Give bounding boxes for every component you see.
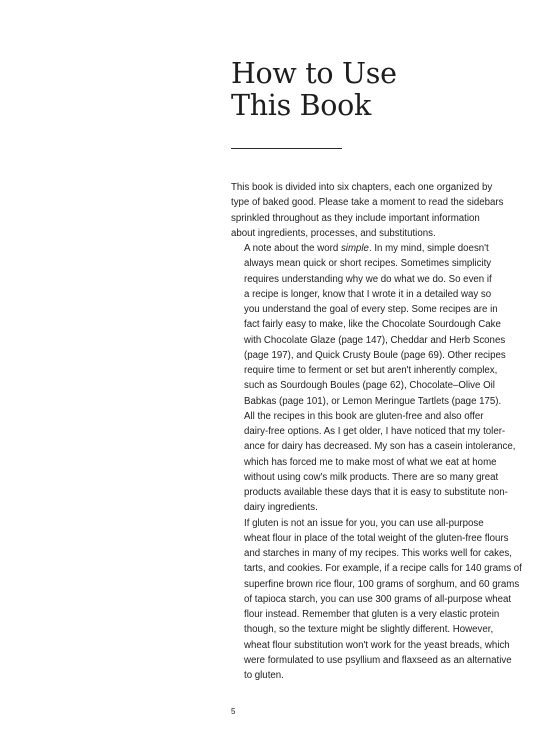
paragraph-3 <box>231 409 520 516</box>
page-title-line-2: This Book <box>231 89 371 122</box>
text-line: which has forced me to make most of what we eat at home <box>244 456 497 468</box>
page-title-line-1: How to Use <box>231 57 397 90</box>
text-line: If gluten is not an issue for you, you can use all-purpose <box>244 517 484 529</box>
text-line: with Chocolate Glaze (page 147), Cheddar and Herb Scones <box>244 334 506 346</box>
text-line: always mean quick or short recipes. Sometimes simplicity <box>244 258 492 270</box>
text-line: flour instead. Remember that gluten is a very elastic protein <box>244 609 500 620</box>
text-line: and starches in many of my recipes. This works well for cakes, <box>244 548 512 559</box>
text-line: of tapioca starch, you can use 300 grams of all-purpose wheat <box>244 593 512 605</box>
text-line: were formulated to use psyllium and flaxseed as an alternative <box>244 654 512 666</box>
paragraph-4 <box>231 516 520 684</box>
text-line: All the recipes in this book are gluten-free and also offer <box>244 410 484 422</box>
text-line: require time to ferment or set but aren't inherently complex, <box>244 365 498 376</box>
text-line: requires understanding why we do what we do. So even if <box>244 273 492 285</box>
text-line: sprinkled throughout as they include important information <box>231 212 480 224</box>
text-line: tarts, and cookies. For example, if a recipe calls for 140 grams of <box>244 563 522 575</box>
text-line: wheat flour substitution won't work for the yeast breads, which <box>244 639 510 651</box>
body-text <box>231 180 520 683</box>
text-line: dairy-free options. As I get older, I have noticed that my toler- <box>244 426 506 437</box>
text-line: products available these days that it is easy to substitute non- <box>244 487 508 498</box>
text-line: ance for dairy has decreased. My son has a casein intolerance, <box>244 441 516 453</box>
paragraph-2 <box>231 241 520 409</box>
text-line <box>231 241 520 256</box>
text-run: A note about the word <box>244 243 341 254</box>
text-line: you understand the goal of every step. Some recipes are in <box>244 304 498 315</box>
title-divider <box>231 148 342 149</box>
text-line: This book is divided into six chapters, each one organized by <box>231 182 493 193</box>
paragraph-1 <box>231 180 520 241</box>
text-line: superfine brown rice flour, 100 grams of sorghum, and 60 grams <box>244 578 520 590</box>
text-line: without using cow's milk products. There are so many great <box>244 471 499 483</box>
page-number: 5 <box>231 707 236 716</box>
text-line: wheat flour in place of the total weight of the gluten-free flours <box>244 532 509 544</box>
text-line: about ingredients, processes, and substitutions. <box>231 227 436 239</box>
text-line: Babkas (page 101), or Lemon Meringue Tartlets (page 175). <box>244 395 502 407</box>
text-line: dairy ingredients. <box>244 502 318 514</box>
text-run: . In my mind, simple doesn't <box>368 243 489 254</box>
page-title <box>231 58 531 122</box>
text-line: (page 197), and Quick Crusty Boule (page 69). Other recipes <box>244 349 506 361</box>
emphasis-simple: simple <box>340 243 369 254</box>
text-line: type of baked good. Please take a moment to read the sidebars <box>231 197 504 209</box>
text-line: such as Sourdough Boules (page 62), Chocolate–Olive Oil <box>244 380 495 392</box>
text-line: though, so the texture might be slightly different. However, <box>244 624 494 636</box>
text-line: a recipe is longer, know that I wrote it in a detailed way so <box>244 288 492 300</box>
text-line: fact fairly easy to make, like the Chocolate Sourdough Cake <box>244 319 501 331</box>
text-line: to gluten. <box>244 670 284 681</box>
